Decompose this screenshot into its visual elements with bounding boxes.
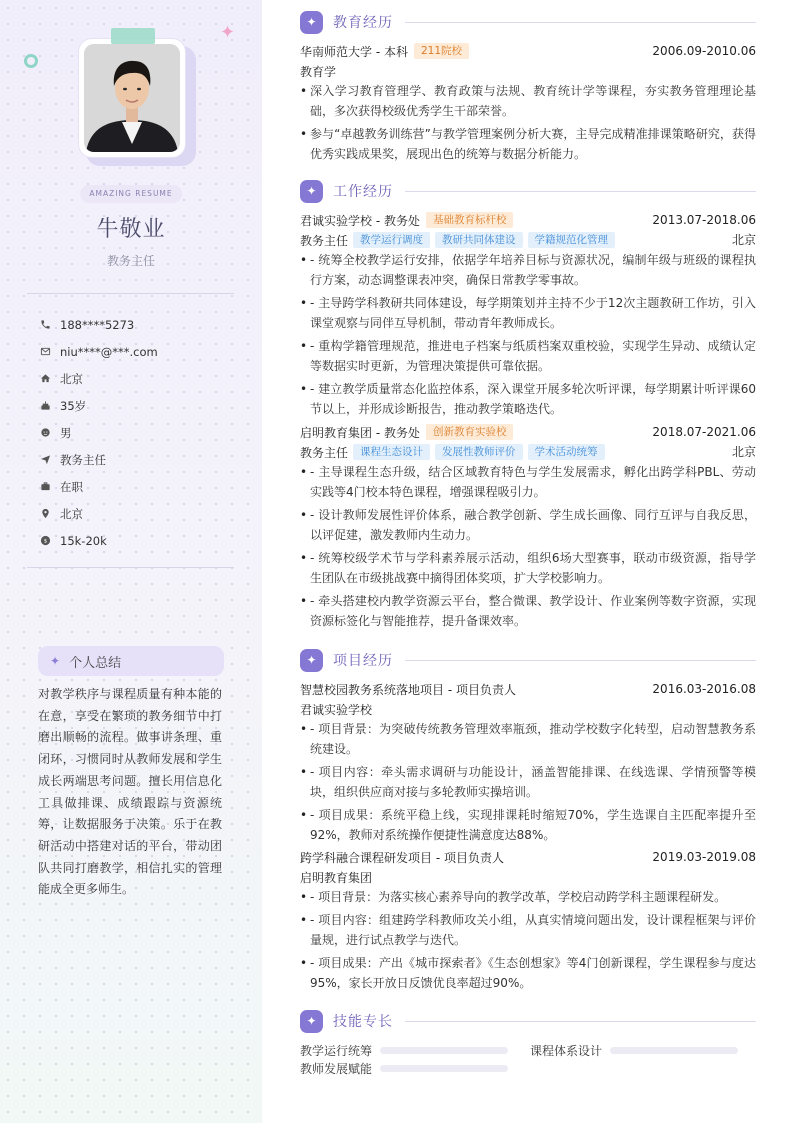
section-skills-header [300, 1009, 756, 1033]
list-item: • - 项目成果：系统平稳上线，实现排课耗时缩短70%，学生选课自主匹配率提升至92%，教师对系统操作便捷性满意度达88%。 [300, 805, 756, 845]
info-salary: $ 15k-20k [40, 527, 240, 554]
resume-badge: AMAZING RESUME [80, 185, 182, 203]
info-status: 在职 [40, 473, 240, 500]
skill-bar [380, 1047, 508, 1054]
list-item: • - 设计教师发展性评价体系，融合教学创新、学生成长画像、同行互评与自我反思，以评促建，激发教师内生动力。 [300, 505, 756, 545]
list-item: • - 统筹全校教学运行安排，依据学年培养目标与资源状况，编制年级与班级的课程执行方案，动态调整课表冲突，确保日常教学零事故。 [300, 250, 756, 290]
job-position: 教务主任 [300, 233, 349, 248]
skill-tag: 学籍规范化管理 [528, 232, 616, 248]
project-bullets [300, 719, 756, 845]
list-item: • - 主导跨学科教研共同体建设，每学期策划并主持不少于12次主题教研工作坊，引入课堂观察与同伴互导机制，带动青年教师成长。 [300, 293, 756, 333]
sparkle-icon: ✦ [220, 22, 236, 43]
info-email: niu****@***.com [40, 338, 240, 365]
project-name: 智慧校园教务系统落地项目 - 项目负责人 [300, 682, 516, 697]
skill-tag: 教学运行调度 [353, 232, 430, 248]
project-bullets [300, 887, 756, 993]
work-dates: 2018.07-2021.06 [652, 425, 756, 439]
info-gender: 男 [40, 419, 240, 446]
info-age: 35岁 [40, 392, 240, 419]
skill-item [530, 1042, 738, 1058]
skill-name: 课程体系设计 [530, 1043, 603, 1058]
section-title: 教育经历 [333, 15, 393, 31]
project-org: 启明教育集团 [300, 870, 373, 885]
contact-info-list [40, 311, 240, 554]
project-dates: 2019.03-2019.08 [652, 850, 756, 864]
info-location: 北京 [40, 500, 240, 527]
skill-tag: 课程生态设计 [353, 444, 430, 460]
employer-tag: 创新教育实验校 [426, 424, 514, 440]
skill-item [300, 1042, 508, 1058]
list-item: • - 统筹校级学术节与学科素养展示活动，组织6场大型赛事，联动市级资源，指导学生团队在市级挑战赛中摘得团体奖项，扩大学校影响力。 [300, 548, 756, 588]
divider [405, 22, 756, 23]
work-entry [300, 210, 756, 419]
sparkle-icon: ✦ [50, 654, 61, 668]
list-item: • - 项目背景：为突破传统教务管理效率瓶颈，推动学校数字化转型，启动智慧教务系统建设。 [300, 719, 756, 759]
sidebar [0, 0, 262, 1123]
summary-text: 对教学秩序与课程质量有种本能的在意，享受在繁琐的教务细节中打磨出顺畅的流程。做事讲条理、重闭环，习惯同时从教师发展和学生成长两端思考问题。擅长用信息化工具做排课、成绩跟踪与资源统筹，让数据服务于决策。乐于在教研活动中搭建对话的平台，带动团队共同打磨教学，相信扎实的管理能成全更多师生。 [38, 687, 222, 897]
section-title: 技能专长 [333, 1014, 393, 1030]
sparkle-icon: ✦ [300, 649, 323, 672]
education-bullets [300, 81, 756, 164]
divider [405, 660, 756, 661]
summary-heading: ✦ 个人总结 [38, 646, 224, 676]
work-bullets [300, 462, 756, 631]
list-item: • - 项目内容：牵头需求调研与功能设计，涵盖智能排课、在线选课、学情预警等模块，组织供应商对接与多轮教师实操培训。 [300, 762, 756, 802]
employer: 君诚实验学校 - 教务处 [300, 213, 420, 228]
gender-icon [40, 427, 60, 438]
divider [405, 191, 756, 192]
skill-tag: 教研共同体建设 [435, 232, 523, 248]
home-icon [40, 373, 60, 384]
education-dates: 2006.09-2010.06 [652, 44, 756, 58]
skill-tag: 学术活动统筹 [528, 444, 605, 460]
salary-icon [40, 535, 60, 546]
job-position: 教务主任 [300, 445, 349, 460]
school-tag: 211院校 [414, 43, 469, 59]
skill-tag: 发展性教师评价 [435, 444, 523, 460]
list-item: • - 主导课程生态升级，结合区域教育特色与学生发展需求，孵化出跨学科PBL、劳动实践等4门校本特色课程，增强课程吸引力。 [300, 462, 756, 502]
project-dates: 2016.03-2016.08 [652, 682, 756, 696]
phone-icon [40, 319, 60, 330]
divider [27, 567, 234, 568]
sparkle-icon: ✦ [300, 1010, 323, 1033]
divider [405, 1021, 756, 1022]
skill-name: 教学运行统筹 [300, 1043, 373, 1058]
section-projects-header [300, 648, 756, 672]
work-dates: 2013.07-2018.06 [652, 213, 756, 227]
work-entry [300, 422, 756, 631]
major: 教育学 [300, 64, 337, 79]
photo-tape [111, 28, 155, 44]
project-name: 跨学科融合课程研发项目 - 项目负责人 [300, 850, 504, 865]
project-org: 君诚实验学校 [300, 702, 373, 717]
school-name: 华南师范大学 - 本科 [300, 44, 408, 59]
list-item: • - 项目内容：组建跨学科教师攻关小组，从真实情境问题出发，设计课程框架与评价量规，进行试点教学与迭代。 [300, 910, 756, 950]
employer-tag: 基础教育标杆校 [426, 212, 514, 228]
candidate-name: 牛敬业 [96, 217, 166, 242]
work-city: 北京 [731, 233, 756, 247]
svg-text:$: $ [43, 538, 48, 545]
list-item: • - 项目背景：为落实核心素养导向的教学改革，学校启动跨学科主题课程研发。 [300, 887, 756, 907]
education-entry [300, 41, 756, 164]
list-item: • - 项目成果：产出《城市探索者》《生态创想家》等4门创新课程，学生课程参与度达95%，家长开放日反馈优良率超过90%。 [300, 953, 756, 993]
list-item: • - 重构学籍管理规范，推进电子档案与纸质档案双重校验，实现学生异动、成绩认定等数据实时更新，为管理决策提供可靠依据。 [300, 336, 756, 376]
info-phone: 188****5273 [40, 311, 240, 338]
info-position: 教务主任 [40, 446, 240, 473]
list-item: • - 牵头搭建校内教学资源云平台，整合微课、教学设计、作业案例等数字资源，实现资源标签化与智能推荐，提升备课效率。 [300, 591, 756, 631]
work-bullets [300, 250, 756, 419]
list-item: • 深入学习教育管理学、教育政策与法规、教育统计学等课程，夯实教务管理理论基础，多次获得校级优秀学生干部荣誉。 [300, 81, 756, 121]
section-title: 工作经历 [333, 184, 393, 200]
section-title: 项目经历 [333, 653, 393, 669]
skill-bar [610, 1047, 738, 1054]
decorative-circle [24, 54, 38, 68]
list-item: • - 建立教学质量常态化监控体系，深入课堂开展多轮次听评课，每学期累计听评课60节以上，并形成诊断报告，推动教学策略迭代。 [300, 379, 756, 419]
mail-icon [40, 346, 60, 357]
briefcase-icon [40, 481, 60, 492]
project-entry [300, 847, 756, 993]
location-icon [40, 508, 60, 519]
skill-name: 教师发展赋能 [300, 1061, 373, 1076]
list-item: • 参与“卓越教务训练营”与教学管理案例分析大赛，主导完成精准排课策略研究，获得优秀实践成果奖，展现出色的统筹与数据分析能力。 [300, 124, 756, 164]
skill-bar [380, 1065, 508, 1072]
divider [27, 293, 234, 294]
employer: 启明教育集团 - 教务处 [300, 425, 420, 440]
section-education-header [300, 10, 756, 34]
profile-photo-card [78, 38, 188, 158]
section-work-header [300, 179, 756, 203]
candidate-title: 教务主任 [106, 254, 155, 268]
info-home: 北京 [40, 365, 240, 392]
sparkle-icon: ✦ [300, 11, 323, 34]
avatar [84, 44, 180, 152]
project-entry [300, 679, 756, 845]
sparkle-icon: ✦ [300, 180, 323, 203]
cake-icon [40, 400, 60, 411]
work-city: 北京 [731, 445, 756, 459]
skill-item [300, 1060, 508, 1076]
send-icon [40, 454, 60, 465]
